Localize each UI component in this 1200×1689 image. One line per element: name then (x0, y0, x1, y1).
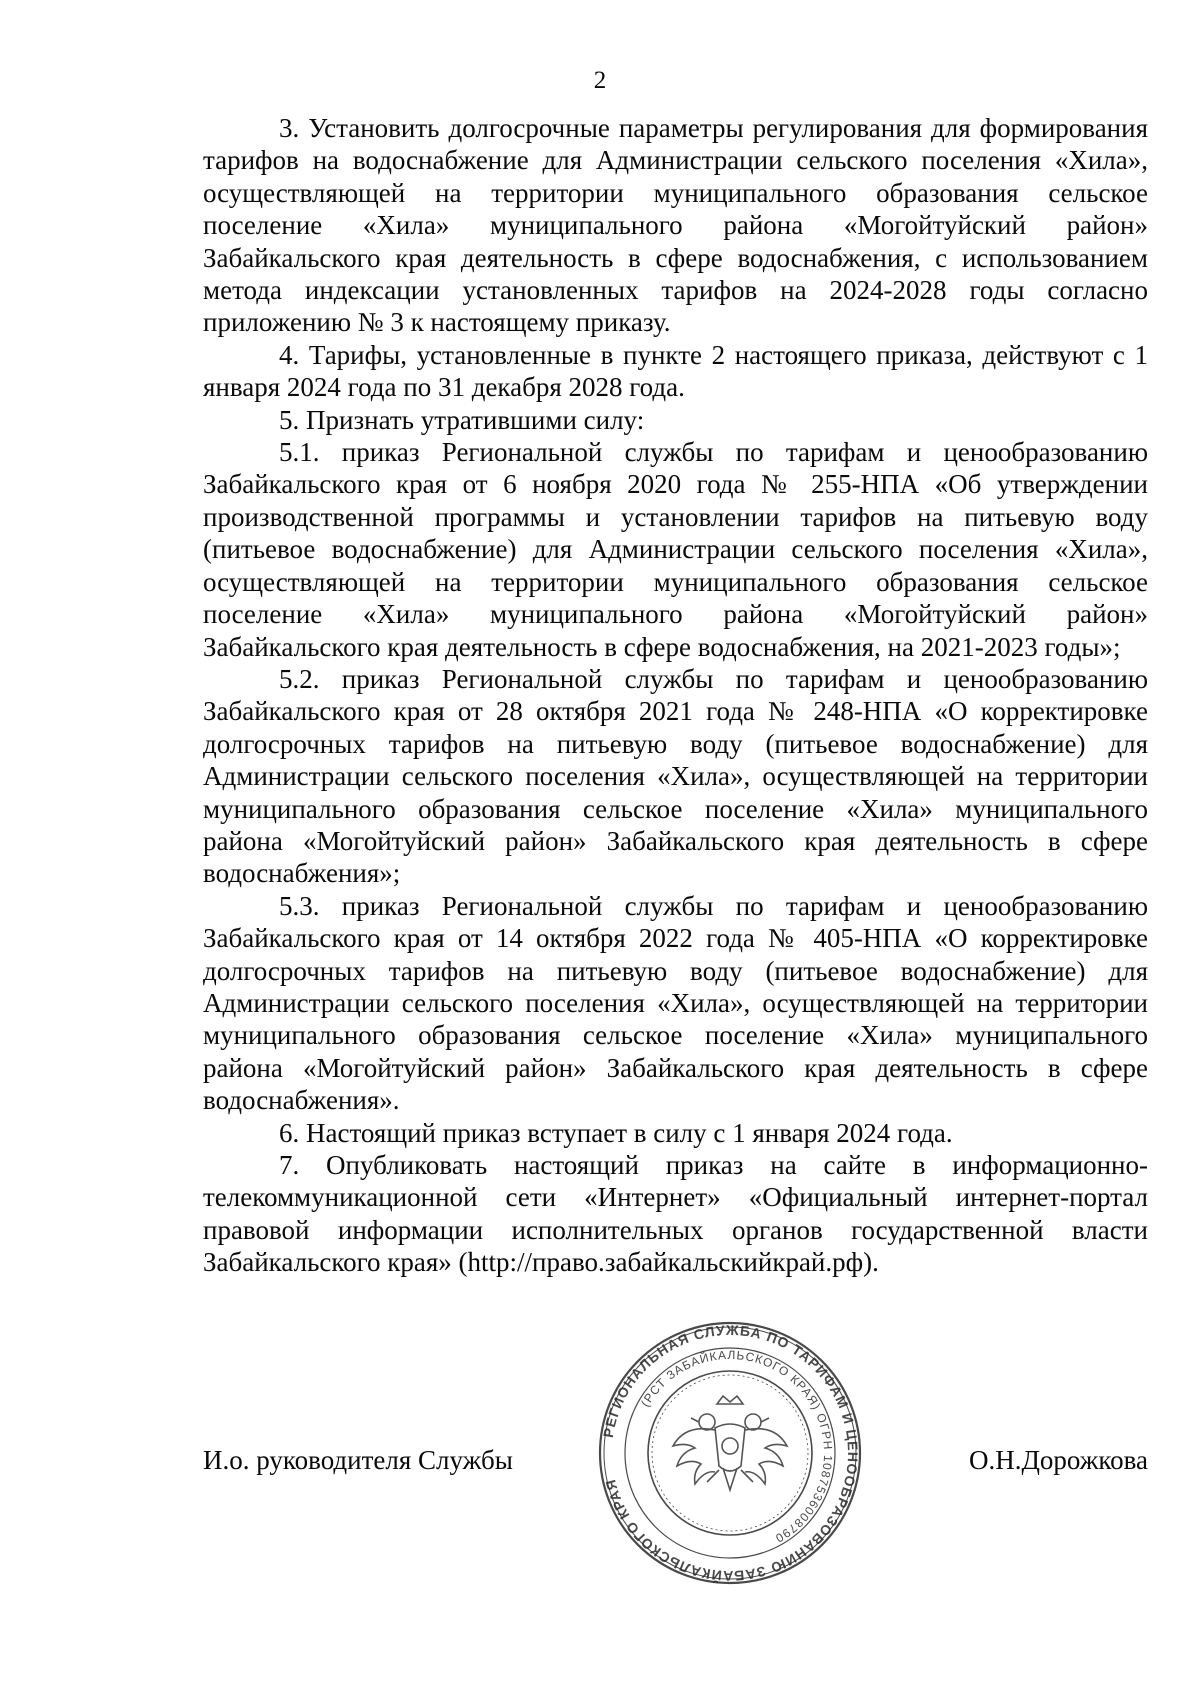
signature-block (203, 1444, 1148, 1484)
paragraph-6: 6. Настоящий приказ вступает в силу с 1 января 2024 года. (279, 1117, 953, 1148)
seal-inner-text: (РСТ ЗАБАЙКАЛЬСКОГО КРАЯ) ОГРН 1087536008790 (638, 1347, 836, 1546)
paragraph-7: 7. Опубликовать настоящий приказ на сайте в информационно-телекоммуникационной сети «Интернет» «Официальный интернет-портал правовой информации исполнительных органов государственной власти Забайкальского края» (http://право.забайкальскийкрай.рф). (203, 1150, 1148, 1278)
paragraph-5-1: 5.1. приказ Региональной службы по тарифам и ценообразованию Забайкальского края от 6 ноября 2020 года № 255-НПА «Об утверждении производственной программы и установлении тарифов на питьевую воду (питьевое водоснабжение) для Администрации сельского поселения «Хила», осуществляющей на территории муниципального образования сельское поселение «Хила» муниципального района «Могойтуйский район» Забайкальского края деятельность в сфере водоснабжения, на 2021-2023 годы»; (203, 437, 1148, 662)
paragraph-4: 4. Тарифы, установленные в пункте 2 настоящего приказа, действуют с 1 января 2024 года по 31 декабря 2028 года. (203, 339, 1148, 403)
paragraph-3: 3. Установить долгосрочные параметры регулирования для формирования тарифов на водоснабжение для Администрации сельского поселения «Хила», осуществляющей на территории муниципального образования сельское поселение «Хила» муниципального района «Могойтуйский район» Забайкальского края деятельность в сфере водоснабжения, с использованием метода индексации установленных тарифов на 2024-2028 годы согласно приложению № 3 к настоящему приказу. (203, 113, 1148, 338)
paragraph-5-3: 5.3. приказ Региональной службы по тарифам и ценообразованию Забайкальского края от 14 октября 2022 года № 405-НПА «О корректировке долгосрочных тарифов на питьевую воду (питьевое водоснабжение) для Администрации сельского поселения «Хила», осуществляющей на территории муниципального образования сельское поселение «Хила» муниципального района «Могойтуйский район» Забайкальского края деятельность в сфере водоснабжения». (203, 890, 1148, 1116)
signatory-title: И.о. руководителя Службы (203, 1445, 513, 1475)
document-body (203, 112, 1148, 1279)
page-number: 2 (593, 67, 607, 94)
paragraph-5: 5. Признать утратившими силу: (279, 404, 645, 435)
seal-outer-text: РЕГИОНАЛЬНАЯ СЛУЖБА ПО ТАРИФАМ И ЦЕНООБРАЗОВАНИЮ ЗАБАЙКАЛЬСКОГО КРАЯ (600, 1321, 862, 1585)
paragraph-5-2: 5.2. приказ Региональной службы по тарифам и ценообразованию Забайкальского края от 28 октября 2021 года № 248-НПА «О корректировке долгосрочных тарифов на питьевую воду (питьевое водоснабжение) для Администрации сельского поселения «Хила», осуществляющей на территории муниципального образования сельское поселение «Хила» муниципального района «Могойтуйский район» Забайкальского края деятельность в сфере водоснабжения»; (203, 663, 1148, 889)
signatory-name: О.Н.Дорожкова (968, 1445, 1148, 1475)
